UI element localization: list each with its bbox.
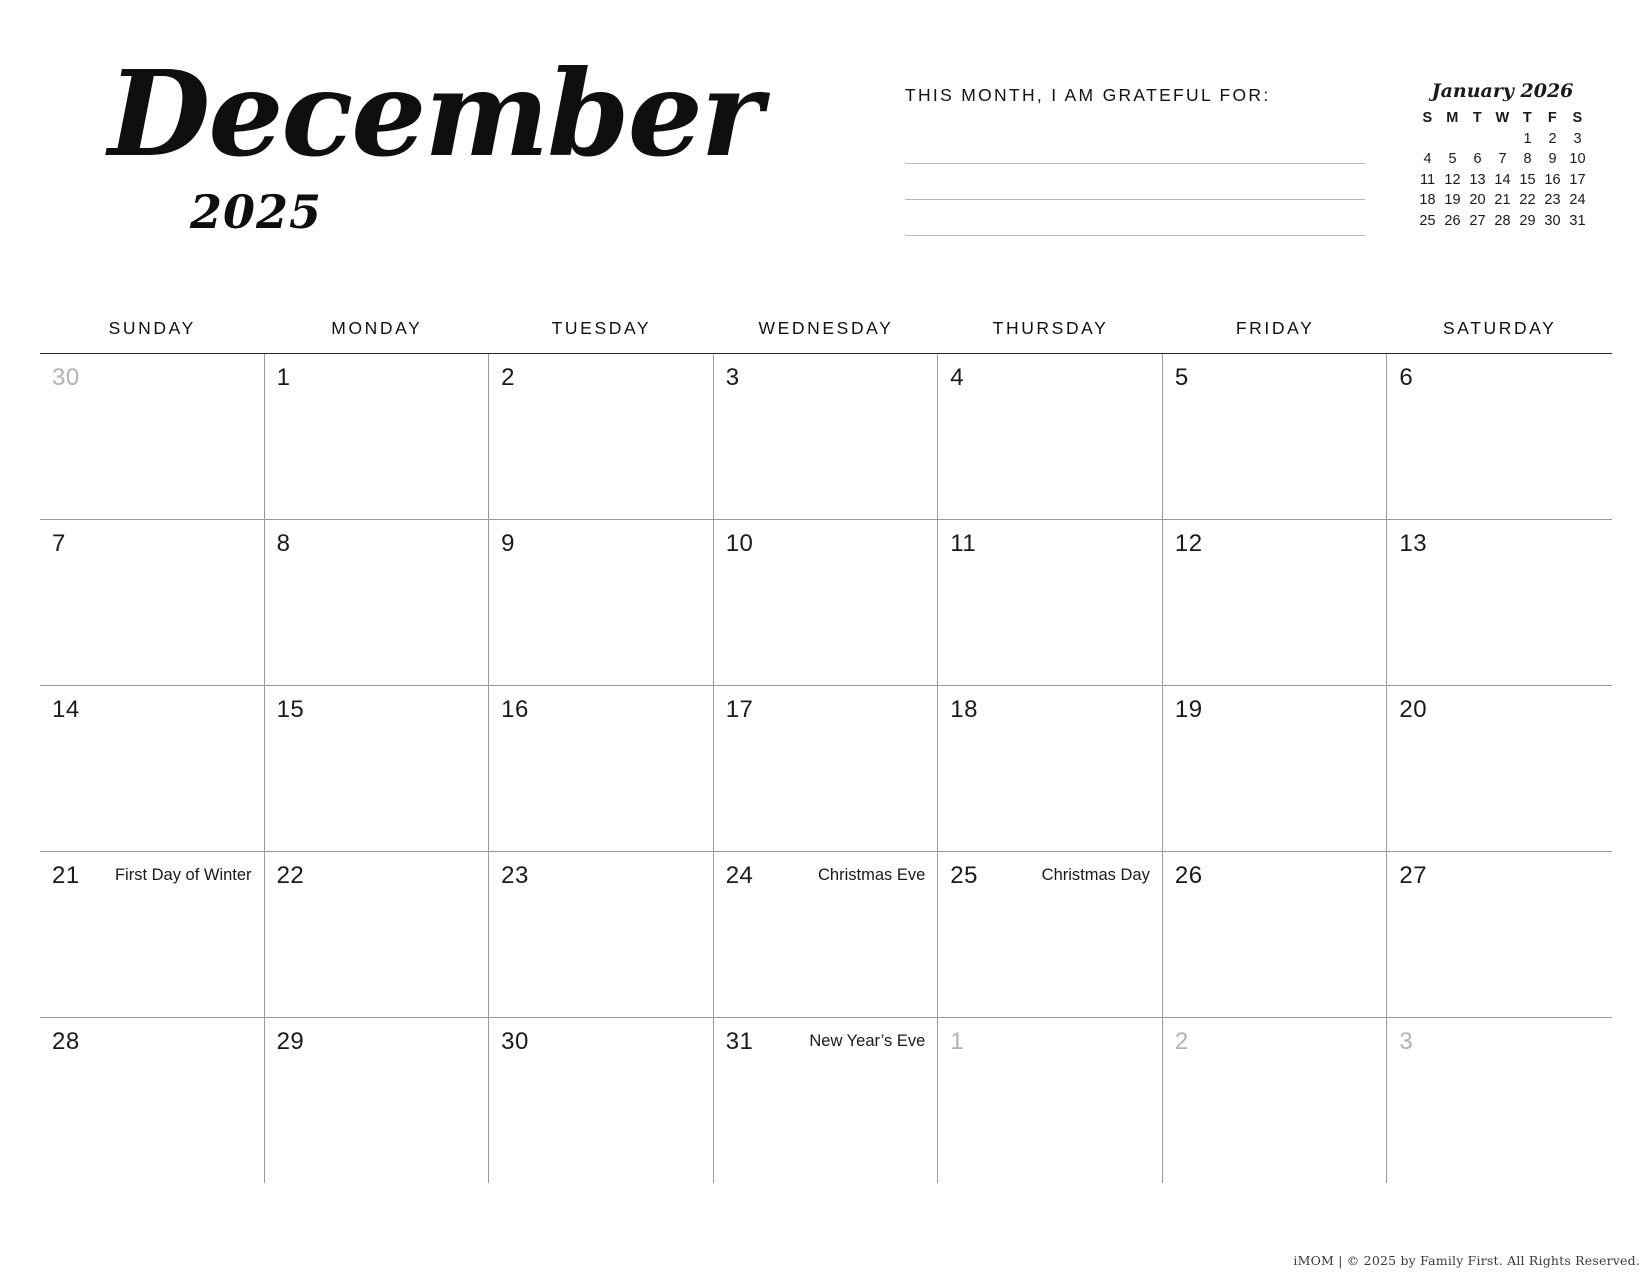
gratitude-section [905,85,1365,236]
gratitude-write-line[interactable] [905,200,1365,236]
calendar-event-label: Christmas Eve [818,866,926,884]
mini-calendar-day[interactable]: 4 [1423,151,1432,167]
calendar-day-header: SUNDAY [108,318,196,338]
calendar-day-cell[interactable] [714,520,939,685]
calendar-day-cell[interactable] [938,1018,1163,1183]
gratitude-write-line[interactable] [905,164,1365,200]
calendar-day-number: 26 [1174,862,1203,889]
calendar-day-header: TUESDAY [551,318,652,338]
calendar-day-number: 30 [52,364,80,391]
calendar-day-number: 27 [1399,862,1428,889]
calendar-day-number: 14 [52,696,80,723]
mini-calendar-grid [1415,108,1590,231]
calendar-day-cell[interactable] [40,686,265,851]
calendar-day-number: 29 [276,1028,305,1055]
mini-calendar-dow: F [1547,110,1558,126]
gratitude-lines [905,128,1365,236]
mini-calendar-day[interactable]: 30 [1544,212,1561,229]
mini-calendar-day[interactable]: 1 [1523,130,1532,147]
gratitude-write-line[interactable] [905,128,1365,164]
calendar-day-header: SATURDAY [1442,318,1557,338]
calendar-day-cell[interactable] [1163,1018,1388,1183]
mini-calendar-day[interactable]: 2 [1548,130,1557,147]
calendar-day-cell[interactable] [1387,686,1612,851]
calendar-grid [40,318,1612,1183]
calendar-day-cell[interactable] [938,852,1163,1017]
calendar-day-cell[interactable] [1387,520,1612,685]
calendar-week-row [40,852,1612,1018]
calendar-day-number: 28 [52,1028,80,1055]
calendar-day-number: 30 [501,1028,529,1055]
calendar-day-number: 17 [725,696,754,723]
mini-calendar-day[interactable]: 26 [1444,212,1461,229]
calendar-day-cell[interactable] [265,520,490,685]
calendar-day-number: 1 [950,1028,965,1055]
calendar-event-label: Christmas Day [1041,866,1150,884]
calendar-day-cell[interactable] [1387,852,1612,1017]
mini-calendar-day[interactable]: 24 [1569,192,1586,208]
footer-copyright: iMOM | © 2025 by Family First. All Rights Reserved. [1293,1253,1640,1268]
calendar-day-number: 4 [950,364,965,391]
calendar-day-number: 8 [276,530,291,557]
mini-calendar-day[interactable]: 5 [1448,151,1457,167]
mini-calendar-dow: S [1422,110,1433,126]
calendar-day-cell[interactable] [714,686,939,851]
calendar-day-number: 6 [1399,364,1414,391]
mini-calendar-dow: T [1472,110,1483,126]
calendar-day-cell[interactable] [714,354,939,519]
mini-calendar-day[interactable]: 13 [1469,171,1486,188]
calendar-day-cell[interactable] [265,852,490,1017]
mini-calendar-day[interactable]: 21 [1494,192,1511,208]
mini-calendar-day[interactable]: 29 [1519,212,1536,229]
calendar-day-headers [40,318,1612,354]
page-header [0,0,1650,300]
mini-calendar-day[interactable]: 31 [1569,212,1586,229]
calendar-day-number: 22 [276,862,305,889]
calendar-day-number: 21 [52,862,80,889]
calendar-day-cell[interactable] [489,686,714,851]
calendar-day-number: 7 [52,530,66,557]
mini-calendar-day[interactable]: 17 [1569,171,1586,188]
calendar-day-cell[interactable] [40,852,265,1017]
calendar-day-cell[interactable] [1163,686,1388,851]
calendar-day-number: 15 [276,696,305,723]
mini-calendar-day[interactable]: 12 [1444,171,1461,188]
calendar-day-number: 12 [1174,530,1203,557]
calendar-day-number: 16 [501,696,529,723]
mini-calendar-dow: W [1495,110,1510,126]
calendar-day-number: 19 [1174,696,1203,723]
calendar-day-header: WEDNESDAY [758,318,894,338]
calendar-day-cell[interactable] [938,520,1163,685]
mini-calendar-day[interactable]: 18 [1419,192,1436,208]
calendar-day-number: 13 [1399,530,1428,557]
calendar-day-cell[interactable] [489,852,714,1017]
calendar-day-cell[interactable] [40,1018,265,1183]
page-title: December [108,44,761,183]
mini-calendar-day[interactable]: 20 [1469,192,1486,208]
calendar-day-number: 31 [725,1028,754,1055]
calendar-day-cell[interactable] [489,520,714,685]
calendar-day-number: 9 [501,530,515,557]
calendar-day-number: 1 [276,364,291,391]
mini-calendar-dow: S [1572,110,1583,126]
calendar-day-cell[interactable] [1387,354,1612,519]
gratitude-label: THIS MONTH, I AM GRATEFUL FOR: [905,85,1271,105]
calendar-day-cell[interactable] [714,1018,939,1183]
calendar-day-cell[interactable] [938,686,1163,851]
calendar-day-number: 2 [1174,1028,1189,1055]
calendar-day-cell[interactable] [938,354,1163,519]
calendar-day-cell[interactable] [1163,520,1388,685]
mini-calendar-dow: M [1446,110,1459,126]
mini-calendar-day[interactable]: 25 [1419,212,1436,229]
mini-calendar-day[interactable]: 27 [1469,212,1486,229]
mini-calendar-day[interactable]: 3 [1573,130,1582,147]
mini-calendar-day[interactable]: 7 [1498,151,1507,167]
calendar-day-cell[interactable] [1163,354,1388,519]
calendar-day-header: THURSDAY [992,318,1109,338]
calendar-day-cell[interactable] [40,354,265,519]
calendar-day-number: 5 [1174,364,1189,391]
calendar-day-cell[interactable] [714,852,939,1017]
calendar-event-label: First Day of Winter [114,866,252,884]
calendar-event-label: New Year’s Eve [809,1032,926,1050]
mini-calendar-day[interactable]: 22 [1519,192,1536,208]
calendar-day-number: 20 [1399,696,1428,723]
mini-calendar-dow: T [1522,110,1533,126]
calendar-day-cell[interactable] [265,354,490,519]
calendar-day-number: 18 [950,696,978,723]
mini-calendar-day[interactable]: 28 [1494,212,1511,229]
calendar-week-row [40,1018,1612,1183]
calendar-day-cell[interactable] [265,1018,490,1183]
calendar-day-cell[interactable] [1387,1018,1612,1183]
mini-calendar-day[interactable]: 6 [1473,151,1482,167]
mini-calendar-day[interactable]: 14 [1494,171,1511,188]
year-label: 2025 [190,185,323,239]
calendar-day-number: 24 [725,862,754,889]
mini-calendar-day[interactable]: 16 [1544,171,1561,188]
mini-calendar-day[interactable]: 9 [1548,151,1557,167]
mini-calendar-day[interactable]: 8 [1523,151,1532,167]
mini-calendar-day[interactable]: 19 [1444,192,1461,208]
calendar-weeks [40,354,1612,1183]
calendar-day-number: 25 [950,862,978,889]
calendar-day-number: 3 [725,364,740,391]
calendar-day-cell[interactable] [40,520,265,685]
calendar-week-row [40,686,1612,852]
mini-calendar-day[interactable]: 11 [1419,171,1436,188]
calendar-day-number: 10 [725,530,754,557]
calendar-day-cell[interactable] [489,1018,714,1183]
calendar-day-header: MONDAY [331,318,423,338]
calendar-day-cell[interactable] [1163,852,1388,1017]
calendar-day-number: 2 [501,364,515,391]
calendar-day-cell[interactable] [489,354,714,519]
mini-calendar [1415,80,1590,231]
calendar-day-header: FRIDAY [1235,318,1315,338]
mini-calendar-day[interactable]: 15 [1519,171,1536,188]
calendar-week-row [40,520,1612,686]
mini-calendar-title: January 2026 [1431,80,1574,102]
calendar-week-row [40,354,1612,520]
calendar-day-number: 3 [1399,1028,1414,1055]
calendar-day-number: 23 [501,862,529,889]
calendar-day-number: 11 [950,530,977,557]
calendar-day-cell[interactable] [265,686,490,851]
mini-calendar-day[interactable]: 23 [1544,192,1561,208]
mini-calendar-day[interactable]: 10 [1569,151,1586,167]
